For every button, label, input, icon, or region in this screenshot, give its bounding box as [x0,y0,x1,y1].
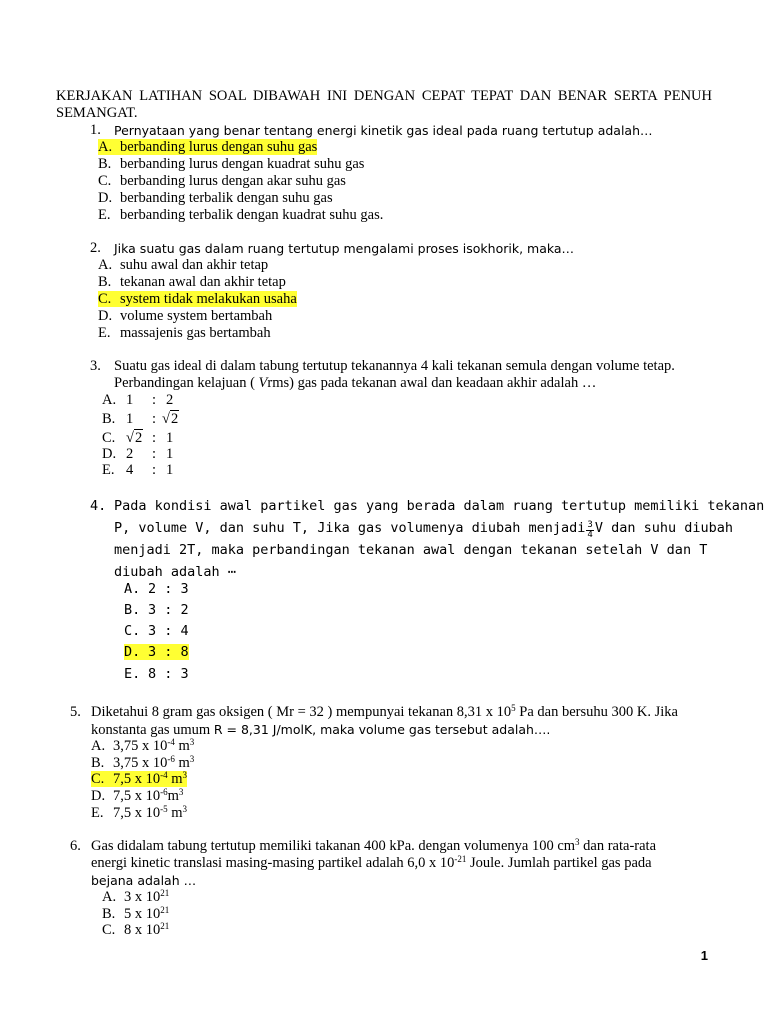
question-text-line-2: P, volume V, dan suhu T, Jika gas volumenya diubah menjadi $\frac{3}{4}$ V dan suhu diubah [114,520,733,540]
question-text-line-3: bejana adalah … [91,873,197,888]
question-text-line-2: konstanta gas umum R = 8,31 J/molK, maka volume gas tersebut adalah…. [91,722,551,738]
fraction: $\frac{3}{4}$ [587,520,593,540]
highlighted-answer: C. 7,5 x $10^{-4}$ $m^3$ [91,770,188,787]
question-number: 5. [70,704,81,720]
option-a: A. 1 : 2 [102,392,174,408]
question-number: 6. [70,838,81,854]
question-text-line-3: menjadi 2T, maka perbandingan tekanan awal dengan tekanan setelah V dan T [114,542,708,558]
option-e: E. massajenis gas bertambah [98,325,271,341]
highlighted-answer: C. system tidak melakukan usaha [98,291,297,307]
option-d: D. berbanding terbalik dengan suhu gas [98,190,333,206]
question-text-line-1: Diketahui 8 gram gas oksigen ( Mr = 32 ) mempunyai tekanan 8,31 x $10^5$ Pa dan bersuhu 300 K. Jika [91,703,678,720]
option-a: A. 2 : 3 [124,581,189,597]
option-b: B. tekanan awal dan akhir tetap [98,274,286,290]
question-text: Jika suatu gas dalam ruang tertutup mengalami proses isokhorik, maka… [114,241,575,256]
square-root: √2 [162,411,179,427]
option-e: E. 7,5 x $10^{-5}$ $m^3$ [91,804,188,821]
option-c: C. 8 x $10^{21}$ [102,921,170,938]
highlighted-answer: D. 3 : 8 [124,644,189,660]
page-heading: KERJAKAN LATIHAN SOAL DIBAWAH INI DENGAN CEPAT TEPAT DAN BENAR SERTA PENUH SEMANGAT. [56,88,712,121]
question-number: 1. [90,122,101,138]
question-text-line-4: diubah adalah ⋯ [114,564,236,580]
page-number: 1 [700,948,708,963]
option-c [91,771,187,788]
question-text-line-2: Perbandingan kelajuan ( Vrms) gas pada tekanan awal dan keadaan akhir adalah … [114,375,597,391]
question-text: Pernyataan yang benar tentang energi kinetik gas ideal pada ruang tertutup adalah… [114,123,653,138]
option-c: C. 3 : 4 [124,623,189,639]
question-text-line-1: Pada kondisi awal partikel gas yang berada dalam ruang tertutup memiliki tekanan [114,498,765,514]
question-number: 4. [90,498,107,514]
option-e: E. 8 : 3 [124,666,189,682]
option-a [98,139,317,156]
option-a: A. 3,75 x $10^{-4}$ $m^3$ [91,737,195,754]
question-number: 2. [90,240,101,256]
option-d: D. volume system bertambah [98,308,273,324]
square-root: √2 [126,430,143,446]
question-number: 3. [90,358,101,374]
option-c: C. √2 : 1 [102,430,174,446]
option-b: B. berbanding lurus dengan kuadrat suhu gas [98,156,365,172]
option-c: C. berbanding lurus dengan akar suhu gas [98,173,346,189]
question-text-line-2: energi kinetic translasi masing-masing partikel adalah 6,0 x $10^{-21}$ Joule. Jumlah partikel gas pada [91,854,652,871]
option-d: D. 7,5 x $10^{-6}m^3$ [91,787,184,804]
option-b: B. 3 : 2 [124,602,189,618]
option-b: B. 3,75 x $10^{-6}$ $m^3$ [91,754,195,771]
highlighted-answer: A. berbanding lurus dengan suhu gas [98,139,318,155]
option-e: E. berbanding terbalik dengan kuadrat suhu gas. [98,207,384,223]
option-d [124,644,189,661]
option-a: A. 3 x $10^{21}$ [102,888,170,905]
option-b: B. 5 x $10^{21}$ [102,905,170,922]
option-c [98,291,297,308]
question-text-line-1: Gas didalam tabung tertutup memiliki takanan 400 kPa. dengan volumenya 100 $cm^3$ dan rata-rata [91,837,657,854]
option-e: E. 4 : 1 [102,462,174,478]
option-a: A. suhu awal dan akhir tetap [98,257,269,273]
option-b: B. 1 : √2 [102,411,179,427]
option-d: D. 2 : 1 [102,446,174,462]
question-text-line-1: Suatu gas ideal di dalam tabung tertutup tekanannya 4 kali tekanan semula dengan volume tetap. [114,358,675,374]
